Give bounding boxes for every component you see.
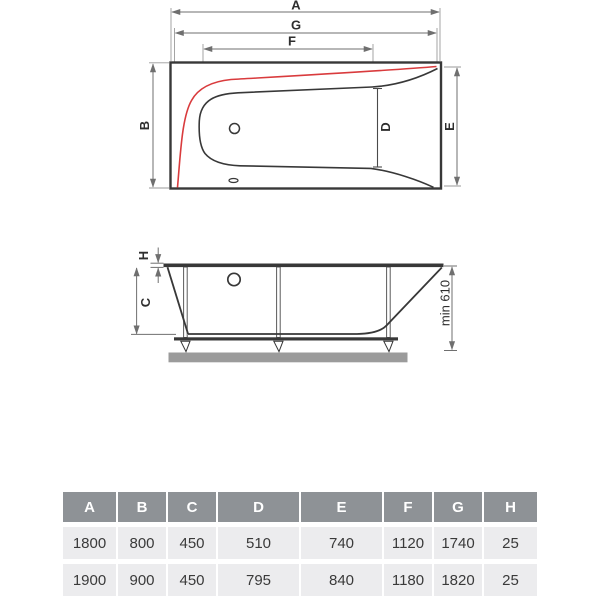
table-cell: 840 [301,564,382,596]
dim-label-c: C [138,297,153,308]
dim-label-d: D [378,122,393,132]
h-dimension [151,248,164,284]
dimension-table [63,492,537,596]
table-cell: 1800 [63,527,116,559]
frame-legs [184,267,391,338]
table-header-cell: E [301,492,382,522]
table-cell: 1900 [63,564,116,596]
tub-outline [171,63,442,189]
table-cell: 25 [484,527,537,559]
frame-bottom-rail [174,337,398,340]
dim-label-h: H [136,250,151,261]
dim-label-b: B [137,120,152,131]
dim-label-f: F [288,33,296,49]
ground [169,353,408,363]
table-cell: 1820 [434,564,482,596]
table-cell: 450 [168,527,216,559]
table-cell: 740 [301,527,382,559]
tub-bottom-profile [188,268,442,335]
dim-label-a: A [291,0,301,13]
top-view [137,0,461,189]
table-cell: 795 [218,564,299,596]
table-header-cell: D [218,492,299,522]
dim-label-g: G [290,17,302,33]
table-cell: 1180 [384,564,432,596]
table-cell: 900 [118,564,166,596]
table-header-cell: F [384,492,432,522]
table-header-cell: B [118,492,166,522]
rim-slab [164,264,444,268]
table-row [63,527,537,559]
adjustable-feet [181,341,393,351]
table-header-cell: G [434,492,482,522]
dim-label-e: E [442,122,457,131]
table-header-cell: H [484,492,537,522]
table-header-cell: A [63,492,116,522]
table-cell: 510 [218,527,299,559]
table-header-row [63,492,537,522]
table-row [63,564,537,596]
overflow-hole-side [228,273,240,285]
table-cell: 800 [118,527,166,559]
overflow-hole [230,124,240,134]
table-cell: 25 [484,564,537,596]
table-cell: 450 [168,564,216,596]
table-cell: 1120 [384,527,432,559]
table-header-cell: C [168,492,216,522]
table-cell: 1740 [434,527,482,559]
side-view [131,248,457,363]
drain-hole [229,179,238,183]
dim-label-min-height: min 610 [437,279,453,327]
